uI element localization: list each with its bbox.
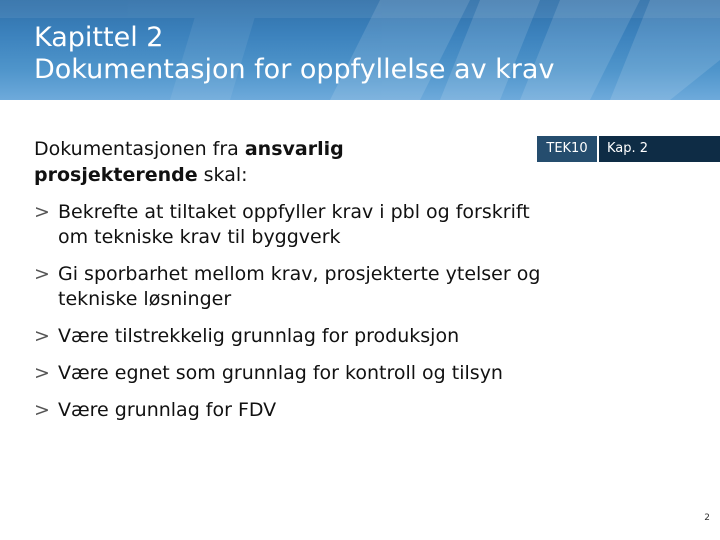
slide-title-line1: Kapittel 2 — [34, 22, 164, 53]
bullet-item — [34, 398, 554, 423]
bullet-text: Gi sporbarhet mellom krav, prosjekterte ytelser og tekniske løsninger — [58, 263, 541, 310]
header-banner — [0, 0, 720, 100]
bullet-text: Være egnet som grunnlag for kontroll og tilsyn — [58, 362, 503, 384]
bullet-text: Være grunnlag for FDV — [58, 399, 277, 421]
bullet-text: Være tilstrekkelig grunnlag for produksjon — [58, 325, 460, 347]
bullet-item — [34, 200, 554, 250]
tek10-tag: TEK10 — [537, 136, 597, 162]
bullet-item — [34, 361, 554, 386]
bullet-item — [34, 262, 554, 312]
slide-title-line2: Dokumentasjon for oppfyllelse av krav — [34, 54, 555, 85]
chevron-right-icon: > — [34, 325, 50, 347]
intro-prefix: Dokumentasjonen fra — [34, 138, 245, 160]
slide-title — [34, 22, 554, 86]
intro-text — [34, 136, 414, 188]
chevron-right-icon: > — [34, 201, 50, 223]
bullet-item — [34, 324, 554, 349]
page-number: 2 — [704, 513, 710, 523]
bullet-list — [34, 200, 554, 435]
intro-bold: ansvarlig prosjekterende — [34, 138, 344, 186]
intro-suffix: skal: — [197, 164, 248, 186]
chevron-right-icon: > — [34, 362, 50, 384]
chevron-right-icon: > — [34, 263, 50, 285]
bullet-text: Bekrefte at tiltaket oppfyller krav i pbl og forskrift om tekniske krav til byggverk — [58, 201, 530, 248]
chapter-tag: Kap. 2 — [599, 136, 720, 162]
chevron-right-icon: > — [34, 399, 50, 421]
